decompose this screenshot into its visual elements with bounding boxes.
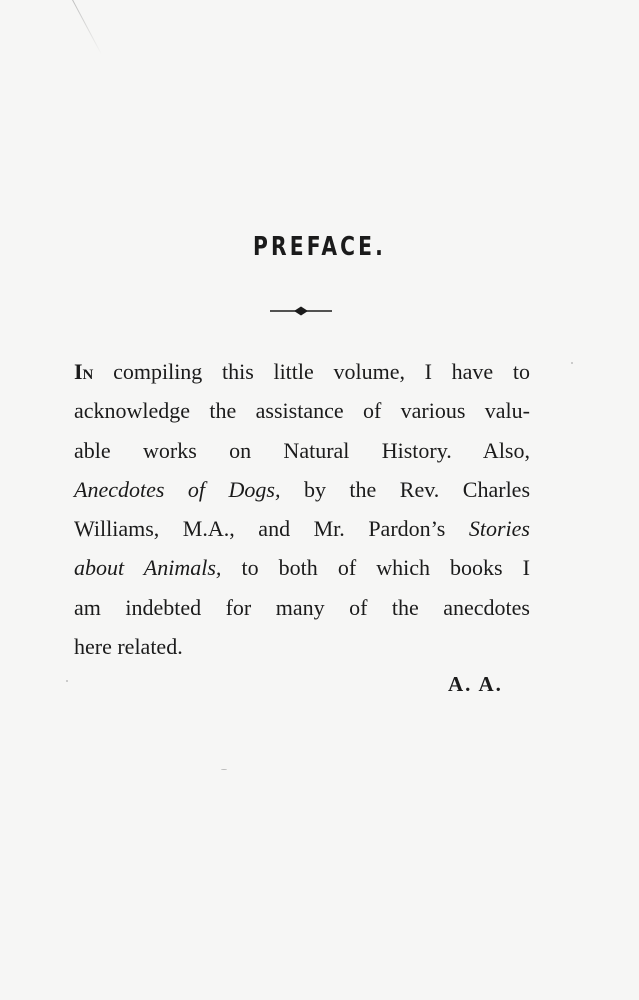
italic-title-text: Anecdotes of Dogs,: [74, 476, 281, 502]
paper-speck: [221, 769, 227, 770]
diamond-rule-ornament-icon: [270, 304, 332, 318]
paragraph-text: to both of which books I: [221, 555, 531, 581]
page-crease-mark: [72, 0, 102, 55]
paragraph-text: able works on Natural History. Also,: [74, 437, 530, 463]
paragraph-line: [74, 588, 530, 627]
paragraph-text: compiling this little volume, I have to: [93, 359, 530, 384]
paragraph-line: [74, 548, 530, 587]
paragraph-line: [74, 470, 530, 509]
author-initials: A. A.: [448, 672, 503, 696]
preface-paragraph: [74, 352, 530, 666]
paragraph-text: am indebted for many of the anecdotes: [74, 594, 530, 620]
paragraph-text: here related.: [74, 634, 183, 660]
paragraph-line: [74, 509, 530, 548]
paragraph-text: acknowledge the assistance of various valu-: [74, 398, 530, 424]
paragraph-line: [74, 391, 530, 430]
page-title: PREFACE.: [253, 232, 386, 262]
paragraph-text: Williams, M.A., and Mr. Pardon’s: [74, 516, 469, 542]
paragraph-text: In: [74, 359, 94, 384]
paragraph-text: by the Rev. Charles: [280, 476, 531, 502]
paragraph-line: [74, 627, 530, 666]
italic-title-text: about Animals,: [74, 555, 222, 581]
paper-speck: [571, 362, 573, 364]
paragraph-line: [74, 352, 530, 391]
paper-speck: [66, 680, 68, 682]
italic-title-text: Stories: [468, 516, 530, 542]
paragraph-line: [74, 431, 530, 470]
